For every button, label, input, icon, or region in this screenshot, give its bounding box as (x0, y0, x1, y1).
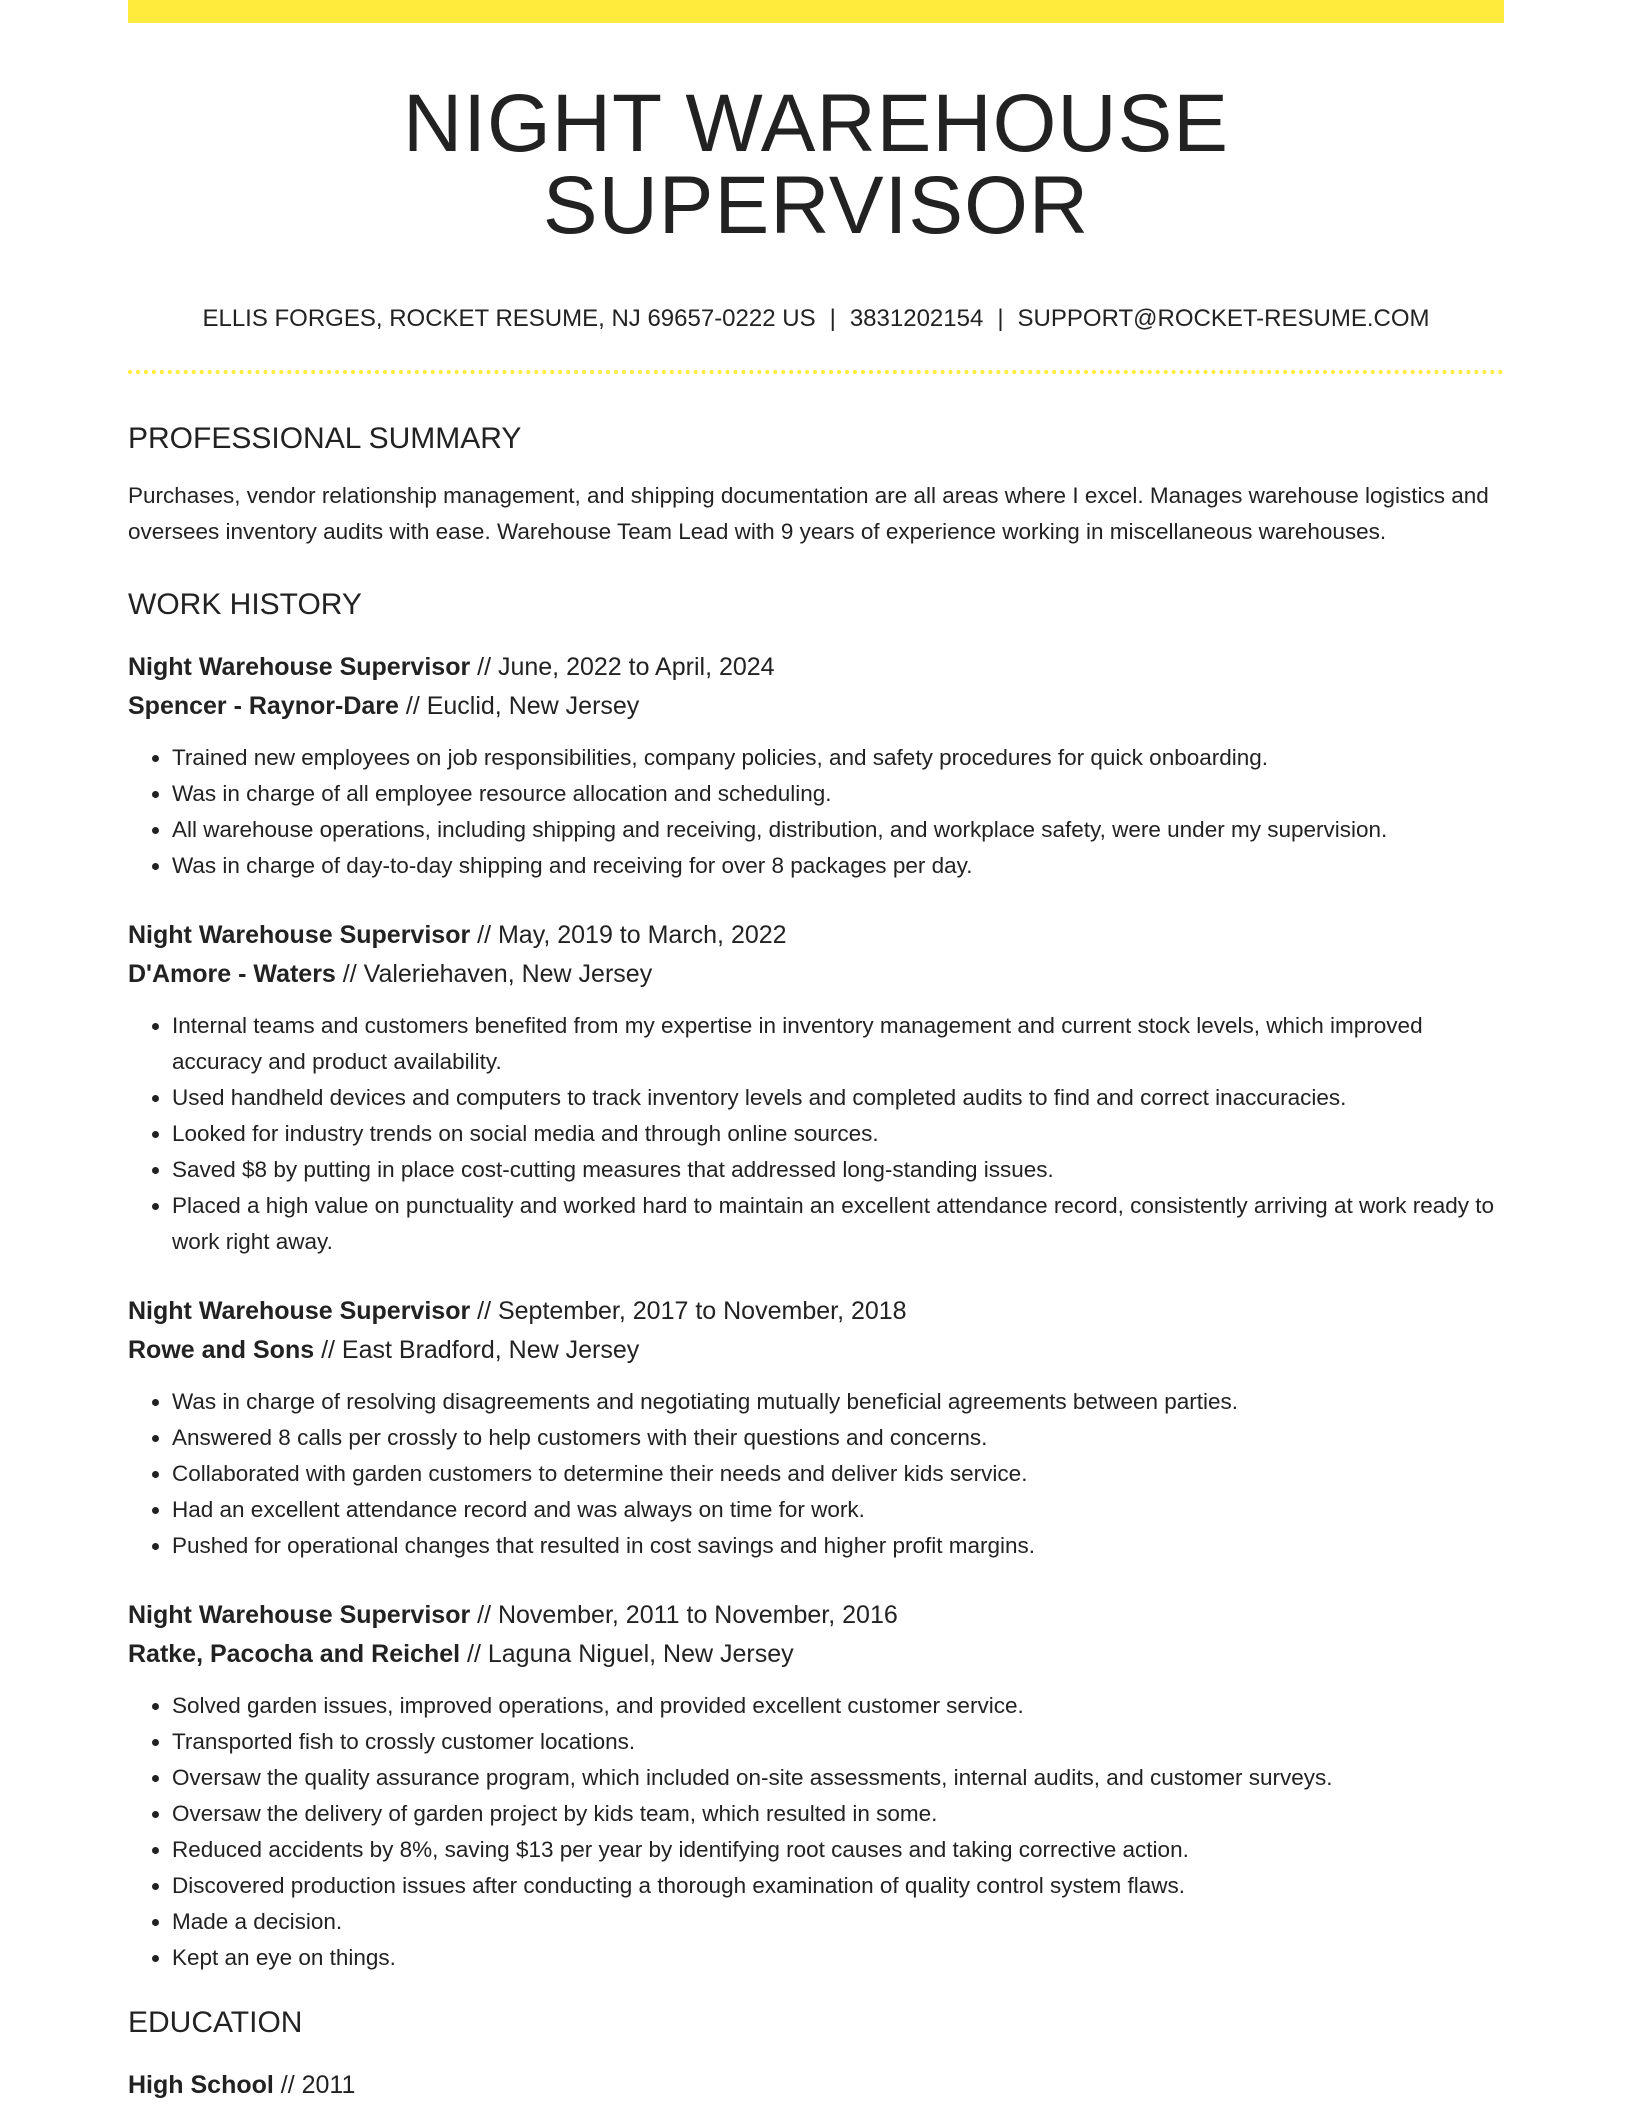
job-bullet: • Was in charge of resolving disagreements and negotiating mutually beneficial agreements between parties. (172, 1384, 1504, 1420)
job-title-line (128, 1596, 1504, 1635)
job-company: Spencer - Raynor-Dare (128, 692, 399, 720)
work-history-heading: WORK HISTORY (128, 588, 362, 621)
job-bullet: • Collaborated with garden customers to determine their needs and deliver kids service. (172, 1456, 1504, 1492)
job-title-line (128, 648, 1504, 687)
job-bullet: • Saved $8 by putting in place cost-cutting measures that addressed long-standing issues. (172, 1152, 1504, 1188)
job-bullet: • Pushed for operational changes that resulted in cost savings and higher profit margins. (172, 1528, 1504, 1564)
education-year: // 2011 (273, 2071, 356, 2099)
job-bullet: • Internal teams and customers benefited from my expertise in inventory management and current stock levels, which improved accuracy and product availability. (172, 1008, 1504, 1080)
job-entry (128, 916, 1504, 1260)
header-divider (128, 370, 1504, 374)
job-bullet: • Used handheld devices and computers to track inventory levels and completed audits to find and correct inaccuracies. (172, 1080, 1504, 1116)
contact-phone: 3831202154 (849, 305, 984, 332)
job-bullet: • Made a decision. (172, 1904, 1504, 1940)
job-bullet: • Looked for industry trends on social media and through online sources. (172, 1116, 1504, 1152)
job-location: // East Bradford, New Jersey (314, 1336, 640, 1364)
job-location: // Valeriehaven, New Jersey (335, 960, 653, 988)
job-title-line (128, 1292, 1504, 1331)
job-bullet: • Solved garden issues, improved operations, and provided excellent customer service. (172, 1688, 1504, 1724)
education-heading: EDUCATION (128, 2006, 303, 2039)
job-company-line (128, 1635, 1504, 1674)
job-bullet: • Transported fish to crossly customer locations. (172, 1724, 1504, 1760)
job-bullet: • Reduced accidents by 8%, saving $13 per year by identifying root causes and taking corrective action. (172, 1832, 1504, 1868)
job-bullet: • Trained new employees on job responsibilities, company policies, and safety procedures for quick onboarding. (172, 740, 1504, 776)
job-dates: // May, 2019 to March, 2022 (470, 921, 787, 949)
job-bullet: • Had an excellent attendance record and was always on time for work. (172, 1492, 1504, 1528)
job-bullets (128, 740, 1504, 884)
job-location: // Laguna Niguel, New Jersey (460, 1640, 794, 1668)
job-title: Night Warehouse Supervisor (128, 1601, 471, 1629)
job-dates: // November, 2011 to November, 2016 (470, 1601, 898, 1629)
job-company-line (128, 687, 1504, 726)
job-entry (128, 1292, 1504, 1564)
page-title: NIGHT WAREHOUSE SUPERVISOR (403, 78, 1229, 251)
education-school: High School (128, 2071, 274, 2099)
job-bullet: • Oversaw the quality assurance program, which included on-site assessments, internal audits, and customer surveys. (172, 1760, 1504, 1796)
job-location: // Euclid, New Jersey (398, 692, 640, 720)
education-entry (128, 2066, 1504, 2105)
job-dates: // September, 2017 to November, 2018 (470, 1297, 907, 1325)
job-bullet: • Was in charge of all employee resource allocation and scheduling. (172, 776, 1504, 812)
summary-text: Purchases, vendor relationship management, and shipping documentation are all areas where I excel. Manages warehouse logistics and oversees inventory audits with ease. Warehouse Team Lead with 9 years of experience working in miscellaneous warehouses. (128, 483, 1489, 544)
job-bullet: • Discovered production issues after conducting a thorough examination of quality control system flaws. (172, 1868, 1504, 1904)
summary-heading: PROFESSIONAL SUMMARY (128, 422, 522, 455)
job-bullet: • Placed a high value on punctuality and worked hard to maintain an excellent attendance record, consistently arriving at work ready to work right away. (172, 1188, 1504, 1260)
resume-page (128, 0, 1504, 2105)
job-company: Rowe and Sons (128, 1336, 315, 1364)
contact-separator: | (997, 305, 1004, 332)
job-title: Night Warehouse Supervisor (128, 921, 471, 949)
job-bullets (128, 1688, 1504, 1976)
job-company: D'Amore - Waters (128, 960, 336, 988)
job-bullet: • Answered 8 calls per crossly to help customers with their questions and concerns. (172, 1420, 1504, 1456)
job-bullet: • Kept an eye on things. (172, 1940, 1504, 1976)
job-entry (128, 1596, 1504, 1976)
job-title-line (128, 916, 1504, 955)
job-bullets (128, 1384, 1504, 1564)
top-accent-bar (128, 0, 1504, 23)
job-bullet: • Oversaw the delivery of garden project by kids team, which resulted in some. (172, 1796, 1504, 1832)
contact-separator: | (829, 305, 836, 332)
job-company: Ratke, Pacocha and Reichel (128, 1640, 461, 1668)
job-company-line (128, 1331, 1504, 1370)
contact-address: ELLIS FORGES, ROCKET RESUME, NJ 69657-0222 US (202, 305, 816, 332)
job-bullets (128, 1008, 1504, 1260)
contact-line (128, 307, 1504, 331)
job-bullet: • Was in charge of day-to-day shipping and receiving for over 8 packages per day. (172, 848, 1504, 884)
job-bullet: • All warehouse operations, including shipping and receiving, distribution, and workplace safety, were under my supervision. (172, 812, 1504, 848)
job-entry (128, 648, 1504, 884)
contact-email: SUPPORT@ROCKET-RESUME.COM (1017, 305, 1430, 332)
job-title: Night Warehouse Supervisor (128, 1297, 471, 1325)
job-dates: // June, 2022 to April, 2024 (470, 653, 775, 681)
job-title: Night Warehouse Supervisor (128, 653, 471, 681)
job-company-line (128, 955, 1504, 994)
